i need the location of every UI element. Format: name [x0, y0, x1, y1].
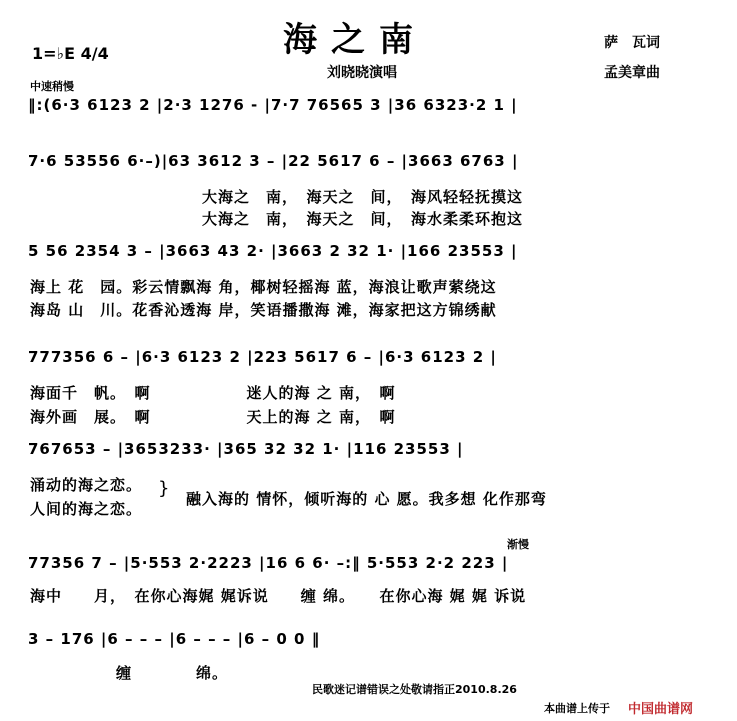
composer-credit: 孟美章曲 [604, 65, 660, 81]
ritardando-marking: 渐慢 [507, 538, 529, 551]
score-row-1-notes: ‖:(6·3 6123 2 |2·3 1276 - |7·7 76565 3 |36 6323·2 1 | [28, 96, 518, 114]
score-row-3-lyric-verse-2: 海岛 山 川。花香沁透海 岸，笑语播撒海 滩，海家把这方锦绣献 [30, 301, 497, 319]
lyricist-credit: 萨 瓦词 [604, 35, 660, 51]
score-row-4-notes: 777356 6 – |6·3 6123 2 |223 5617 6 – |6·3 6123 2 | [28, 348, 497, 366]
score-row-3-notes: 5 56 2354 3 – |3663 43 2· |3663 2 32 1· |166 23553 | [28, 242, 518, 260]
site-logo: 中国曲谱网 [628, 702, 694, 717]
tempo-marking: 中速稍慢 [30, 80, 74, 93]
score-row-5-notes: 767653 – |3653233· |365 32 32 1· |116 23553 | [28, 440, 464, 458]
verse-brace: } [158, 478, 170, 499]
score-row-7-notes: 3 – 176 |6 – – – |6 – – – |6 – 0 0 ‖ [28, 630, 321, 648]
score-row-4-lyric-verse-1: 海面千 帆。 啊 迷人的海 之 南， 啊 [30, 384, 396, 402]
score-row-4-lyric-verse-2: 海外画 展。 啊 天上的海 之 南， 啊 [30, 408, 396, 426]
score-row-7-lyric: 缠 绵。 [116, 664, 229, 682]
score-row-5-lyric-verse-2: 人间的海之恋。 [30, 500, 143, 518]
score-row-2-notes: 7·6 53556 6·–)|63 3612 3 – |22 5617 6 – |3663 6763 | [28, 152, 519, 170]
score-row-2-lyric-verse-2: 大海之 南， 海天之 间， 海水柔柔环抱这 [202, 210, 524, 228]
score-row-5-lyric-verse-1: 涌动的海之恋。 [30, 476, 143, 494]
score-row-3-lyric-verse-1: 海上 花 园。彩云情飘海 角，椰树轻摇海 蓝，海浪让歌声萦绕这 [30, 278, 497, 296]
song-title: 海之南 [283, 20, 427, 60]
score-row-5-lyric-shared: 融入海的 情怀，倾听海的 心 愿。我多想 化作那弯 [186, 490, 547, 508]
key-signature: 1=♭E 4/4 [32, 44, 109, 63]
upload-note: 本曲谱上传于 [544, 702, 610, 715]
score-row-6-lyric: 海中 月， 在你心海娓 娓诉说 缠 绵。 在你心海 娓 娓 诉说 [30, 587, 527, 605]
errata-note: 民歌迷记谱错误之处敬请指正2010.8.26 [312, 683, 517, 696]
score-row-2-lyric-verse-1: 大海之 南， 海天之 间， 海风轻轻抚摸这 [202, 188, 524, 206]
score-row-6-notes: 77356 7 – |5·553 2·2223 |16 6 6· –:‖ 5·553 2·2 223 | [28, 554, 509, 572]
singer-credit: 刘晓晓演唱 [327, 65, 397, 81]
